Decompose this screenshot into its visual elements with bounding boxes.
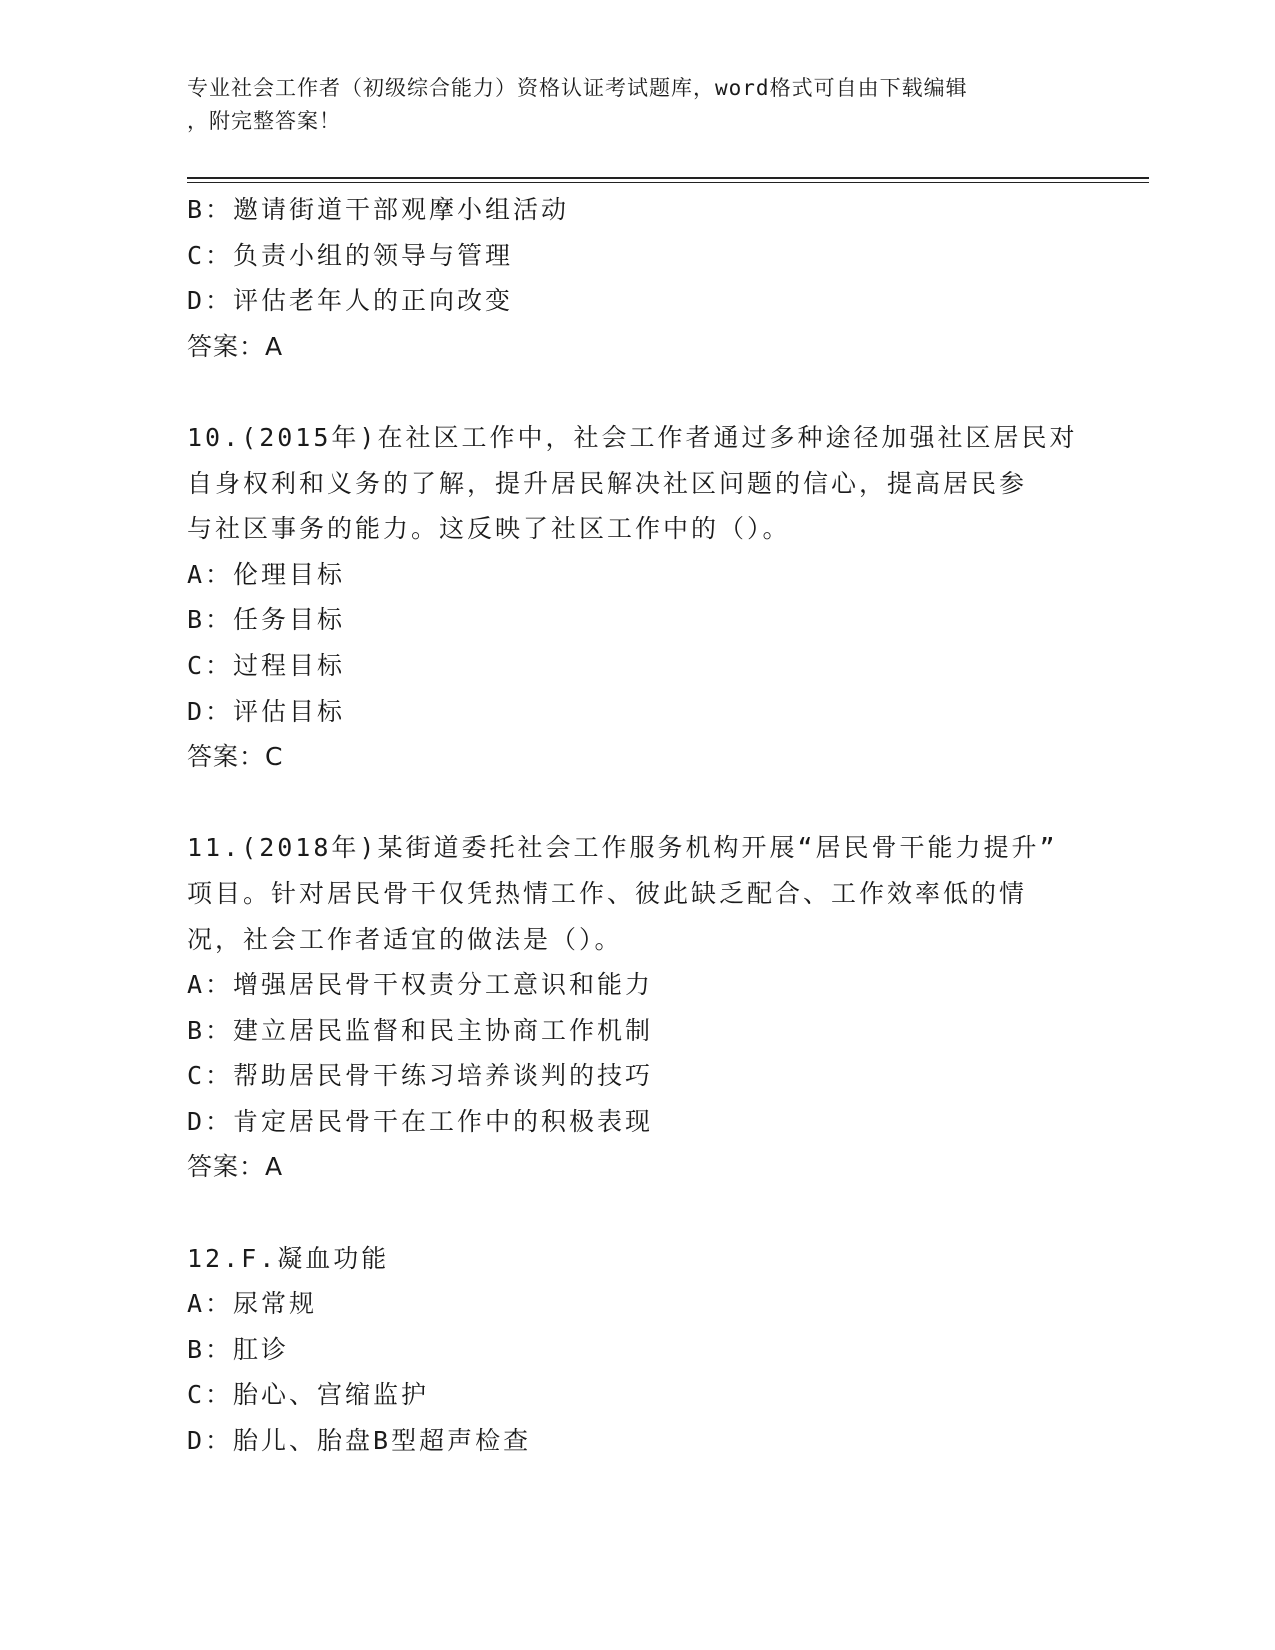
question-10: [187, 415, 1087, 780]
question-list: [187, 187, 1087, 1464]
option-d: D：评估老年人的正向改变: [187, 286, 514, 316]
option-b: B：肛诊: [187, 1334, 290, 1364]
question-stem-line: 10.(2015年)在社区工作中，社会工作者通过多种途径加强社区居民对: [187, 422, 1078, 452]
question-stem-line: 与社区事务的能力。这反映了社区工作中的（）。: [187, 514, 791, 544]
answer: 答案：C: [187, 742, 284, 772]
option-d: D：评估目标: [187, 696, 346, 726]
document-header: [187, 72, 1087, 138]
question-stem-line: 自身权利和义务的了解，提升居民解决社区问题的信心，提高居民参: [187, 468, 1028, 498]
option-c: C：过程目标: [187, 650, 346, 680]
question-stem-line: 况，社会工作者适宜的做法是（）。: [187, 924, 623, 954]
answer: 答案：A: [187, 1152, 284, 1182]
answer: 答案：A: [187, 331, 284, 361]
option-b: B：邀请街道干部观摩小组活动: [187, 195, 570, 224]
question-11: [187, 825, 1087, 1190]
question-stem-line: 项目。针对居民骨干仅凭热情工作、彼此缺乏配合、工作效率低的情: [187, 878, 1028, 908]
option-c: C：帮助居民骨干练习培养谈判的技巧: [187, 1061, 654, 1091]
question-12: [187, 1236, 1087, 1464]
option-c: C：胎心、宫缩监护: [187, 1380, 430, 1410]
header-divider-thick: [187, 177, 1149, 179]
question-stem-line: 12.F.凝血功能: [187, 1243, 390, 1273]
option-d: D：胎儿、胎盘B型超声检查: [187, 1426, 532, 1456]
header-line-1: 专业社会工作者（初级综合能力）资格认证考试题库，word格式可自由下载编辑: [187, 76, 968, 100]
option-a: A：尿常规: [187, 1289, 318, 1319]
option-b: B：建立居民监督和民主协商工作机制: [187, 1015, 654, 1045]
option-c: C：负责小组的领导与管理: [187, 240, 514, 270]
header-divider-thin: [187, 182, 1149, 183]
question-9: [187, 187, 1087, 369]
spacer: [187, 780, 1087, 826]
option-b: B：任务目标: [187, 605, 346, 635]
spacer: [187, 369, 1087, 415]
option-a: A：增强居民骨干权责分工意识和能力: [187, 970, 654, 1000]
option-a: A：伦理目标: [187, 559, 346, 589]
question-stem-line: 11.(2018年)某街道委托社会工作服务机构开展“居民骨干能力提升”: [187, 833, 1058, 863]
header-line-2: ，附完整答案！: [187, 109, 341, 133]
option-d: D：肯定居民骨干在工作中的积极表现: [187, 1106, 654, 1136]
spacer: [187, 1190, 1087, 1236]
